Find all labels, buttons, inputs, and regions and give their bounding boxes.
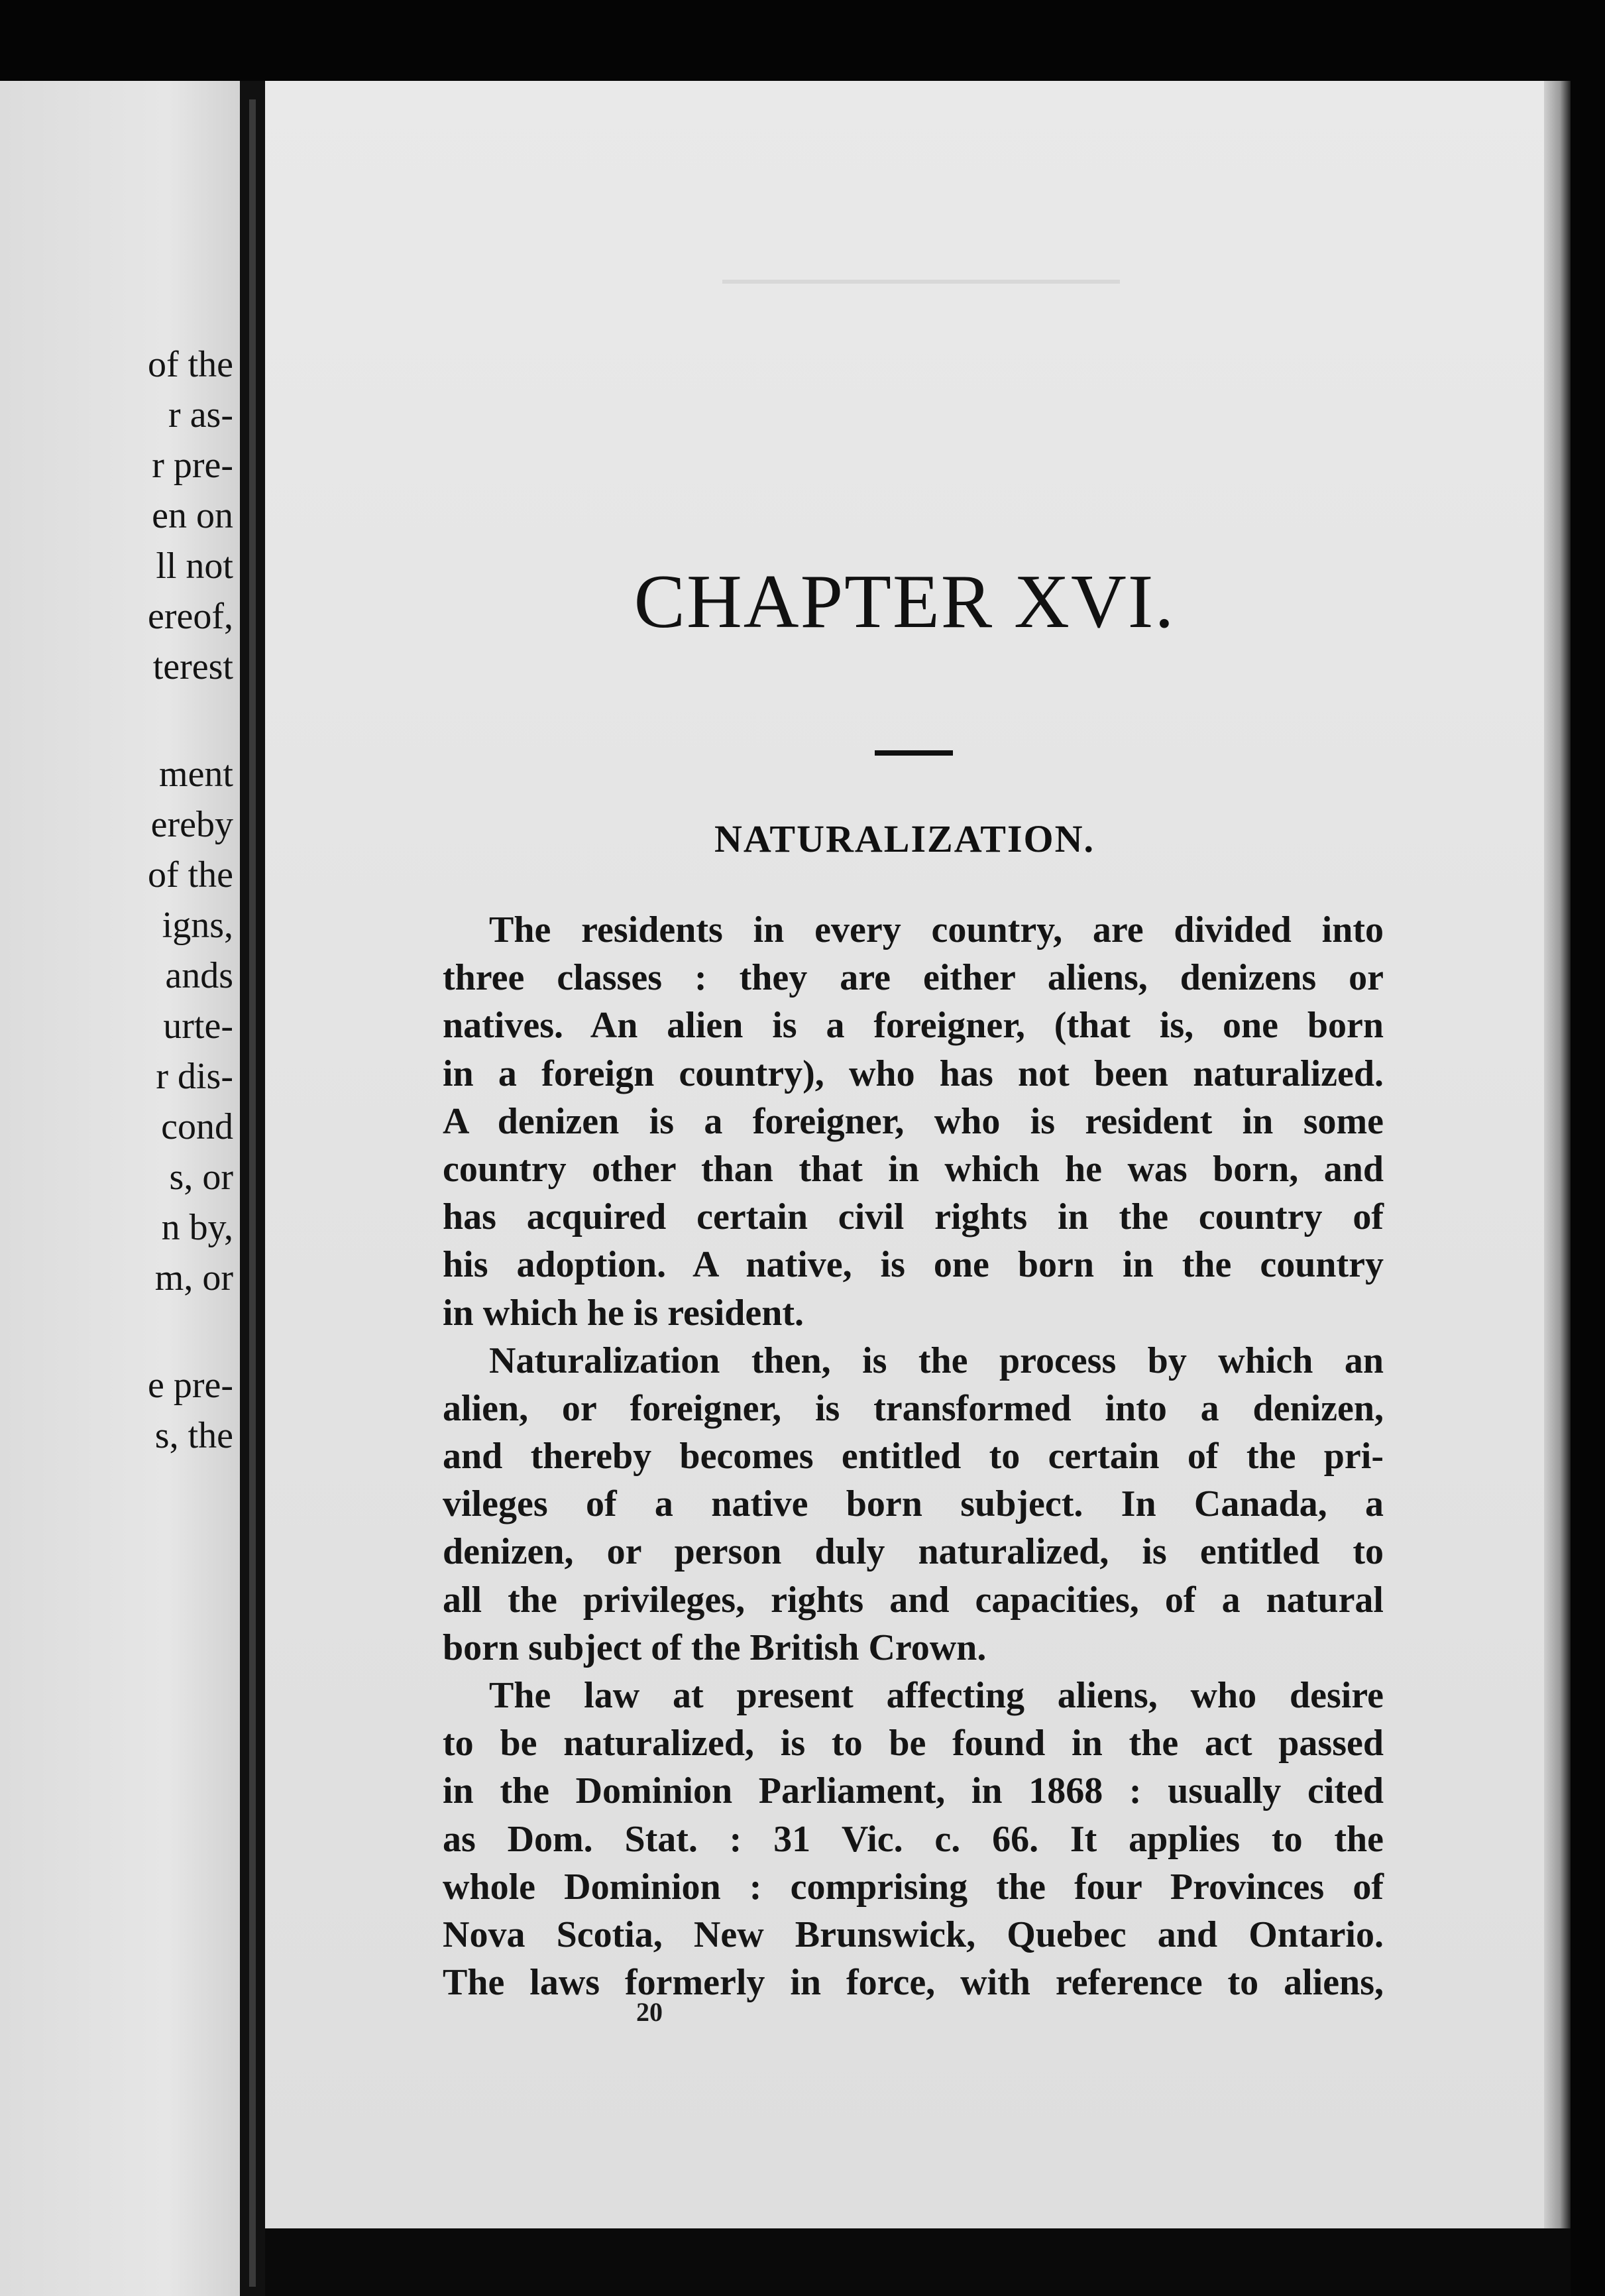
left-fragment-line: s, or [169,1157,233,1198]
left-fragment-line: cond [161,1106,233,1147]
page-number: 20 [636,1997,663,2027]
book-page [265,81,1544,2228]
text-line: as Dom. Stat. : 31 Vic. c. 66. It applies to the [443,1818,1384,1860]
body-text [443,906,1384,2006]
text-line: and thereby becomes entitled to certain of the pri- [443,1436,1384,1477]
section-title: NATURALIZATION. [714,817,1095,860]
text-line: has acquired certain civil rights in the country of [443,1196,1384,1238]
left-fragment-line: m, or [154,1257,233,1298]
left-fragment-line: ereby [150,804,233,845]
gutter-shadow [249,99,256,2287]
text-line: Naturalization then, is the process by which an [489,1340,1384,1381]
left-fragment-line: r as- [168,394,233,435]
left-fragment-line: ereof, [147,596,233,637]
left-fragment-line: of the [147,854,233,895]
bleed-through-header [722,280,1120,284]
text-line: in the Dominion Parliament, in 1868 : usually cited [443,1770,1384,1812]
text-line: alien, or foreigner, is transformed into a denizen, [443,1387,1384,1429]
text-line: Nova Scotia, New Brunswick, Quebec and Ontario. [443,1914,1384,1955]
chapter-title: CHAPTER XVI. [634,559,1176,644]
left-fragment-line: ll not [156,545,233,587]
text-line: whole Dominion : comprising the four Provinces of [443,1866,1384,1908]
left-fragment-line: urte- [163,1005,233,1047]
text-line: country other than that in which he was born, and [443,1148,1384,1190]
left-fragment-line: e pre- [147,1365,233,1406]
left-fragment-line: s, the [154,1415,233,1456]
left-fragment-line: ment [159,754,233,795]
left-page-fragment [0,81,240,2296]
bottom-scan-border [265,2228,1571,2296]
text-line: natives. An alien is a foreigner, (that is, one born [443,1005,1384,1047]
text-line: in which he is resident. [443,1292,804,1334]
text-line: three classes : they are either aliens, denizens or [443,957,1384,999]
left-fragment-line: n by, [161,1207,233,1248]
title-rule [875,750,953,756]
left-fragment-line: r dis- [156,1056,233,1097]
text-line: his adoption. A native, is one born in the country [443,1244,1384,1286]
text-line: to be naturalized, is to be found in the act passed [443,1723,1384,1764]
text-line: all the privileges, rights and capacities, of a natural [443,1579,1384,1621]
text-line: The residents in every country, are divided into [489,909,1384,950]
left-fragment-line: terest [152,646,233,687]
left-fragment-line: en on [152,495,233,536]
text-line: in a foreign country), who has not been naturalized. [443,1053,1384,1094]
text-line: born subject of the British Crown. [443,1627,987,1668]
page-edge-shadow [1544,81,1571,2228]
left-fragment-line: r pre- [152,445,233,486]
left-fragment-line: ands [165,955,233,996]
text-line: A denizen is a foreigner, who is resident in some [443,1100,1384,1142]
left-fragment-line: of the [147,344,233,385]
text-line: denizen, or person duly naturalized, is entitled to [443,1531,1384,1573]
left-fragment-line: igns, [162,905,233,946]
text-line: The law at present affecting aliens, who desire [489,1675,1384,1716]
text-line: vileges of a native born subject. In Canada, a [443,1483,1384,1525]
text-line: The laws formerly in force, with reference to aliens, [443,1962,1384,2004]
